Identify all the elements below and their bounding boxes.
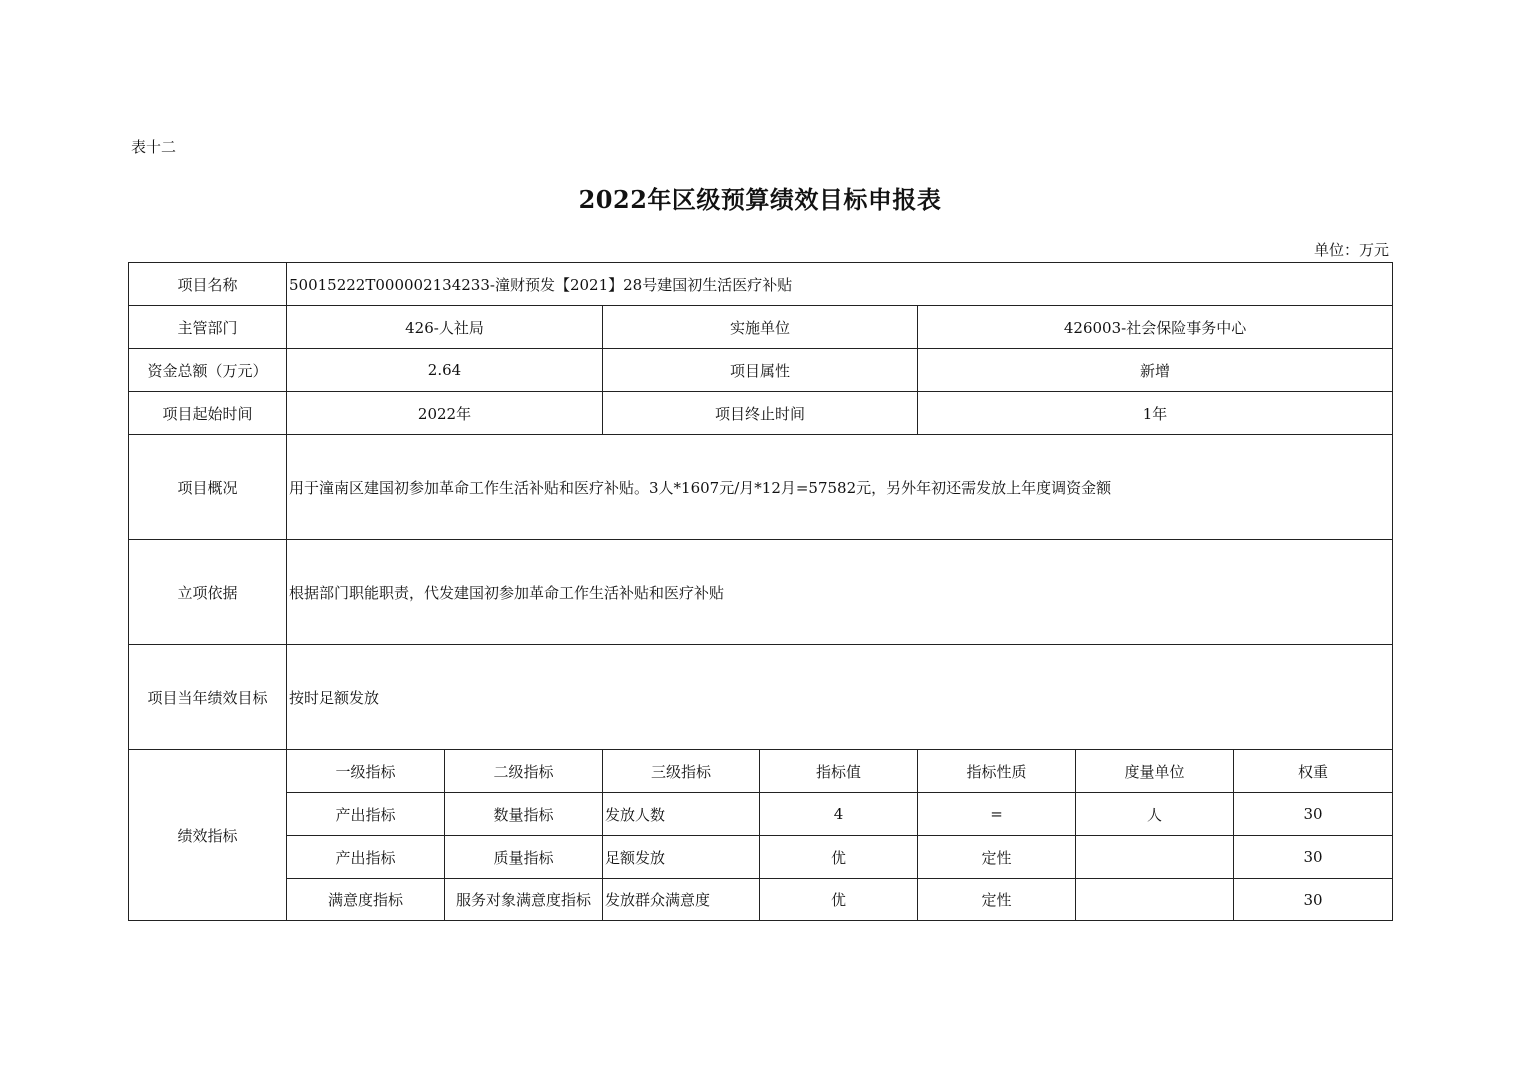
row-project-name — [129, 263, 1393, 306]
indicator-unit: 人 — [1076, 793, 1234, 836]
fund-label: 资金总额（万元） — [129, 349, 287, 392]
indicators-label: 绩效指标 — [129, 750, 287, 921]
header-level2: 二级指标 — [445, 750, 603, 793]
attr-label: 项目属性 — [603, 349, 918, 392]
indicator-level2: 数量指标 — [445, 793, 603, 836]
indicator-nature: 定性 — [918, 879, 1076, 921]
basis-value: 根据部门职能职责，代发建国初参加革命工作生活补贴和医疗补贴 — [287, 540, 1393, 645]
header-unit: 度量单位 — [1076, 750, 1234, 793]
indicator-row — [129, 879, 1393, 921]
table-number-label: 表十二 — [131, 138, 177, 156]
row-department — [129, 306, 1393, 349]
page-title: 2022年区级预算绩效目标申报表 — [578, 185, 942, 214]
budget-performance-form — [128, 262, 1393, 921]
indicator-level3: 足额发放 — [603, 836, 760, 879]
project-name-value: 50015222T000002134233-潼财预发【2021】28号建国初生活医疗补贴 — [287, 263, 1393, 306]
indicator-value: 优 — [760, 879, 918, 921]
indicator-value: 优 — [760, 836, 918, 879]
indicator-header-row — [129, 750, 1393, 793]
indicator-level3: 发放人数 — [603, 793, 760, 836]
unit-label: 单位：万元 — [1313, 241, 1389, 259]
goal-label: 项目当年绩效目标 — [129, 645, 287, 750]
header-level3: 三级指标 — [603, 750, 760, 793]
header-level1: 一级指标 — [287, 750, 445, 793]
overview-label: 项目概况 — [129, 435, 287, 540]
fund-value: 2.64 — [287, 349, 603, 392]
indicator-level1: 满意度指标 — [287, 879, 445, 921]
header-value: 指标值 — [760, 750, 918, 793]
row-goal — [129, 645, 1393, 750]
impl-unit-value: 426003-社会保险事务中心 — [918, 306, 1393, 349]
indicator-row — [129, 793, 1393, 836]
indicator-nature: 定性 — [918, 836, 1076, 879]
indicator-unit — [1076, 836, 1234, 879]
start-value: 2022年 — [287, 392, 603, 435]
basis-label: 立项依据 — [129, 540, 287, 645]
row-fund — [129, 349, 1393, 392]
indicator-level2: 质量指标 — [445, 836, 603, 879]
row-basis — [129, 540, 1393, 645]
indicator-weight: 30 — [1234, 793, 1393, 836]
start-label: 项目起始时间 — [129, 392, 287, 435]
indicator-weight: 30 — [1234, 879, 1393, 921]
project-name-label: 项目名称 — [129, 263, 287, 306]
dept-label: 主管部门 — [129, 306, 287, 349]
indicator-level1: 产出指标 — [287, 793, 445, 836]
end-label: 项目终止时间 — [603, 392, 918, 435]
row-time — [129, 392, 1393, 435]
attr-value: 新增 — [918, 349, 1393, 392]
row-overview — [129, 435, 1393, 540]
dept-value: 426-人社局 — [287, 306, 603, 349]
indicator-row — [129, 836, 1393, 879]
header-nature: 指标性质 — [918, 750, 1076, 793]
indicator-level3: 发放群众满意度 — [603, 879, 760, 921]
overview-value: 用于潼南区建国初参加革命工作生活补贴和医疗补贴。3人*1607元/月*12月=57582元，另外年初还需发放上年度调资金额 — [287, 435, 1393, 540]
impl-unit-label: 实施单位 — [603, 306, 918, 349]
indicator-level2: 服务对象满意度指标 — [445, 879, 603, 921]
indicator-weight: 30 — [1234, 836, 1393, 879]
indicator-level1: 产出指标 — [287, 836, 445, 879]
indicator-unit — [1076, 879, 1234, 921]
indicator-value: 4 — [760, 793, 918, 836]
indicator-nature: = — [918, 793, 1076, 836]
header-weight: 权重 — [1234, 750, 1393, 793]
goal-value: 按时足额发放 — [287, 645, 1393, 750]
end-value: 1年 — [918, 392, 1393, 435]
